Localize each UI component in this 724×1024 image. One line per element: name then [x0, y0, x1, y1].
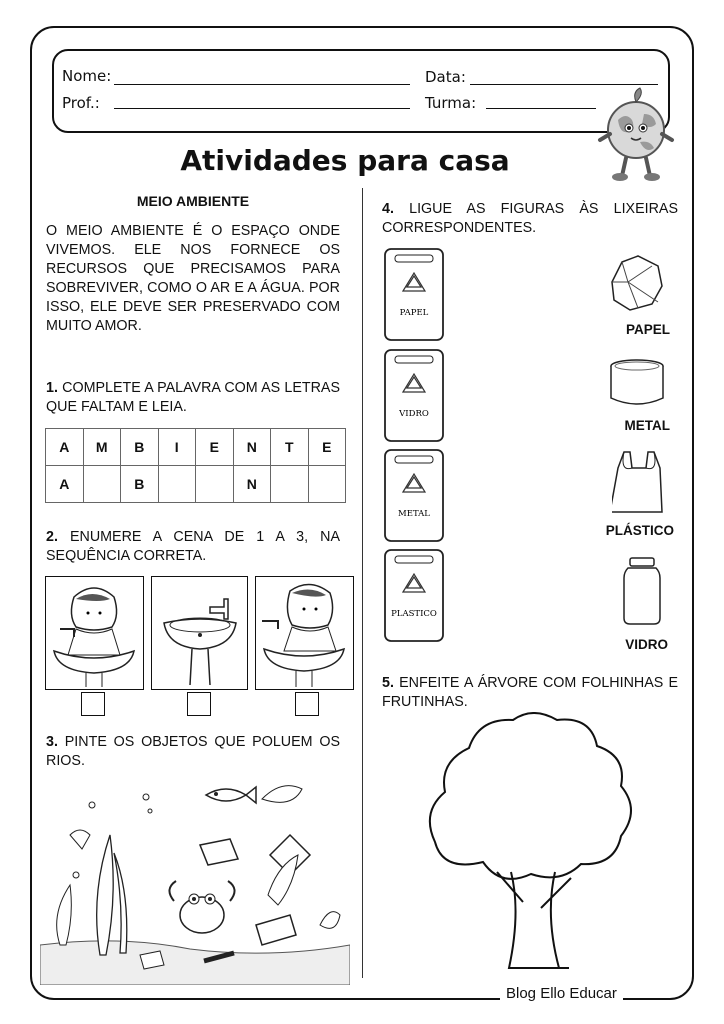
letter-blank-cell[interactable]	[83, 466, 121, 503]
letter-cell: I	[158, 429, 196, 466]
q5-number: 5.	[382, 675, 394, 691]
teacher-label: Prof.:	[62, 94, 100, 112]
letter-cell: A	[46, 466, 84, 503]
bin-paper[interactable]	[383, 247, 445, 342]
teacher-field[interactable]	[114, 108, 410, 109]
column-divider	[362, 188, 363, 978]
bin-glass-label: VIDRO	[399, 409, 429, 419]
letter-cell: N	[233, 466, 271, 503]
item-glass-label: VIDRO	[625, 637, 668, 652]
letter-cell: E	[196, 429, 234, 466]
name-field[interactable]	[114, 84, 410, 85]
scene-1-number-box[interactable]	[81, 692, 105, 716]
q1-text: COMPLETE A PALAVRA COM AS LETRAS QUE FALTAM E LEIA.	[46, 380, 340, 415]
q2-number: 2.	[46, 529, 58, 545]
q1-number: 1.	[46, 380, 58, 396]
class-field[interactable]	[486, 108, 596, 109]
bin-plastic[interactable]	[383, 548, 445, 643]
q1-prompt	[46, 379, 340, 417]
intro-heading: MEIO AMBIENTE	[136, 193, 250, 209]
bin-metal-label: METAL	[398, 509, 430, 519]
letter-cell: T	[271, 429, 309, 466]
letter-blank-cell[interactable]	[308, 466, 346, 503]
q3-text: PINTE OS OBJETOS QUE POLUEM OS RIOS.	[46, 734, 340, 769]
intro-text: O MEIO AMBIENTE É O ESPAÇO ONDE VIVEMOS. ELE NOS FORNECE OS RECURSOS QUE PRECISAMOS PARA SOBREVIVER, COMO O AR E A ÁGUA. POR ISSO, ELE DEVE SER PRESERVADO COM MUITO AMOR.	[46, 223, 340, 334]
sink-icon	[152, 577, 247, 689]
name-label: Nome:	[62, 67, 112, 85]
student-info-box	[52, 49, 670, 133]
polluted-river-illustration	[40, 775, 350, 985]
letters-table	[45, 428, 346, 503]
footer-credit: Blog Ello Educar	[500, 985, 623, 1002]
bin-plastic-label: PLASTICO	[391, 609, 437, 619]
metal-can-icon[interactable]	[608, 358, 666, 408]
letter-cell: N	[233, 429, 271, 466]
item-plastic-label: PLÁSTICO	[605, 523, 674, 538]
scene-3-number-box[interactable]	[295, 692, 319, 716]
tree-drawing[interactable]	[425, 712, 635, 974]
q5-prompt	[382, 674, 678, 712]
class-label: Turma:	[425, 94, 477, 112]
letter-cell: B	[121, 429, 159, 466]
q2-text: ENUMERE A CENA DE 1 A 3, NA SEQUÊNCIA CORRETA.	[46, 529, 340, 564]
q4-text: LIGUE AS FIGURAS ÀS LIXEIRAS CORRESPONDENTES.	[382, 201, 678, 236]
q4-prompt	[382, 200, 678, 238]
letter-blank-cell[interactable]	[271, 466, 309, 503]
letters-row-complete	[46, 429, 346, 466]
scene-girl-washing-hands	[45, 576, 144, 690]
letter-cell: A	[46, 429, 84, 466]
bin-metal[interactable]	[383, 448, 445, 543]
date-field[interactable]	[470, 84, 658, 85]
page-title: Atividades para casa	[180, 144, 510, 177]
date-label: Data:	[425, 68, 466, 86]
plastic-bag-icon[interactable]	[612, 448, 666, 514]
letter-cell: M	[83, 429, 121, 466]
q2-prompt	[46, 528, 340, 566]
letter-cell: B	[121, 466, 159, 503]
q3-prompt	[46, 733, 340, 771]
letters-row-fill	[46, 466, 346, 503]
q3-number: 3.	[46, 734, 58, 750]
girl-washing-icon	[46, 577, 143, 689]
glass-jar-icon[interactable]	[620, 556, 664, 626]
bin-paper-label: PAPEL	[399, 308, 429, 318]
scene-2-number-box[interactable]	[187, 692, 211, 716]
item-metal-label: METAL	[624, 418, 670, 433]
item-paper-label: PAPEL	[625, 322, 670, 337]
scene-empty-sink	[151, 576, 248, 690]
scene-girl-turning-tap	[255, 576, 354, 690]
letter-cell: E	[308, 429, 346, 466]
letter-blank-cell[interactable]	[158, 466, 196, 503]
q5-text: ENFEITE A ÁRVORE COM FOLHINHAS E FRUTINHAS.	[382, 675, 678, 710]
girl-tap-icon	[256, 577, 353, 689]
q4-number: 4.	[382, 201, 394, 217]
crumpled-paper-icon[interactable]	[606, 252, 666, 314]
letter-blank-cell[interactable]	[196, 466, 234, 503]
bin-glass[interactable]	[383, 348, 445, 443]
